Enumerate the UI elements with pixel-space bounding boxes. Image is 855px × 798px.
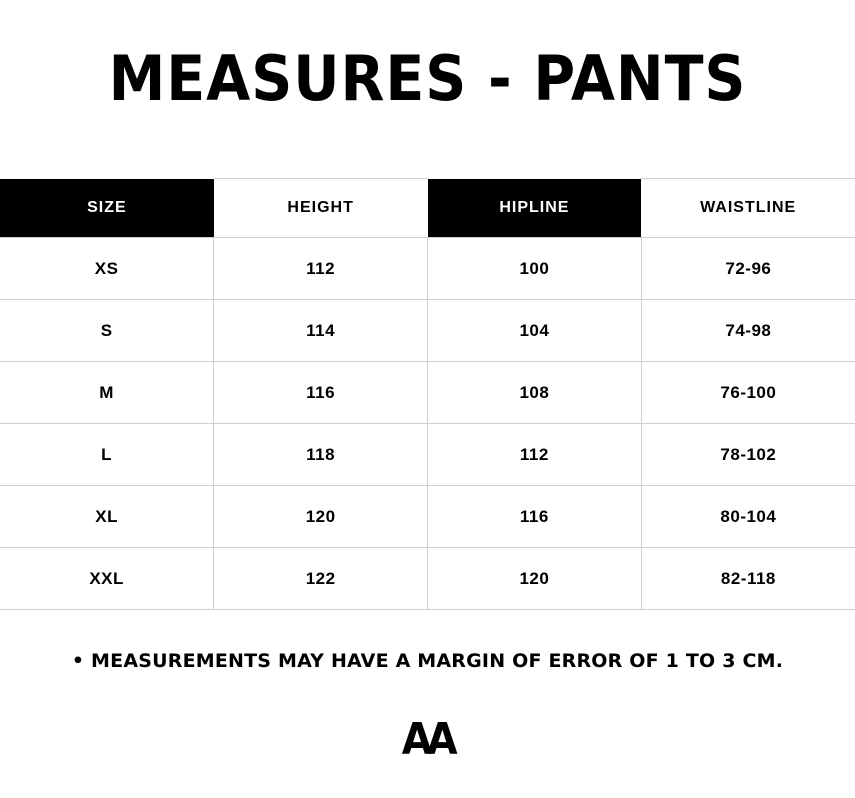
measurement-note: • MEASUREMENTS MAY HAVE A MARGIN OF ERROR OF 1 TO 3 CM.: [71, 650, 784, 672]
logo-text: AA: [402, 714, 453, 765]
cell-hipline: 120: [428, 548, 642, 610]
size-table-container: [0, 178, 855, 610]
table-row: [0, 424, 855, 486]
cell-waistline: 72-96: [641, 238, 855, 300]
cell-size: XS: [0, 238, 214, 300]
table-body: [0, 238, 855, 610]
table-row: [0, 238, 855, 300]
page-title: MEASURES - PANTS: [108, 42, 747, 115]
cell-height: 120: [214, 486, 428, 548]
cell-waistline: 80-104: [641, 486, 855, 548]
size-table: [0, 178, 855, 610]
cell-waistline: 78-102: [641, 424, 855, 486]
cell-waistline: 74-98: [641, 300, 855, 362]
table-row: [0, 300, 855, 362]
brand-logo: [0, 714, 855, 765]
cell-size: L: [0, 424, 214, 486]
column-header-waistline: WAISTLINE: [641, 179, 855, 238]
cell-height: 116: [214, 362, 428, 424]
cell-hipline: 100: [428, 238, 642, 300]
cell-waistline: 82-118: [641, 548, 855, 610]
table-header-row: [0, 179, 855, 238]
cell-hipline: 112: [428, 424, 642, 486]
cell-height: 114: [214, 300, 428, 362]
cell-hipline: 108: [428, 362, 642, 424]
column-header-height: HEIGHT: [214, 179, 428, 238]
cell-size: XXL: [0, 548, 214, 610]
table-row: [0, 486, 855, 548]
cell-height: 122: [214, 548, 428, 610]
table-header: [0, 179, 855, 238]
column-header-size: SIZE: [0, 179, 214, 238]
cell-size: M: [0, 362, 214, 424]
cell-waistline: 76-100: [641, 362, 855, 424]
table-row: [0, 548, 855, 610]
cell-height: 112: [214, 238, 428, 300]
column-header-hipline: HIPLINE: [428, 179, 642, 238]
cell-hipline: 104: [428, 300, 642, 362]
cell-height: 118: [214, 424, 428, 486]
cell-hipline: 116: [428, 486, 642, 548]
table-row: [0, 362, 855, 424]
cell-size: XL: [0, 486, 214, 548]
cell-size: S: [0, 300, 214, 362]
